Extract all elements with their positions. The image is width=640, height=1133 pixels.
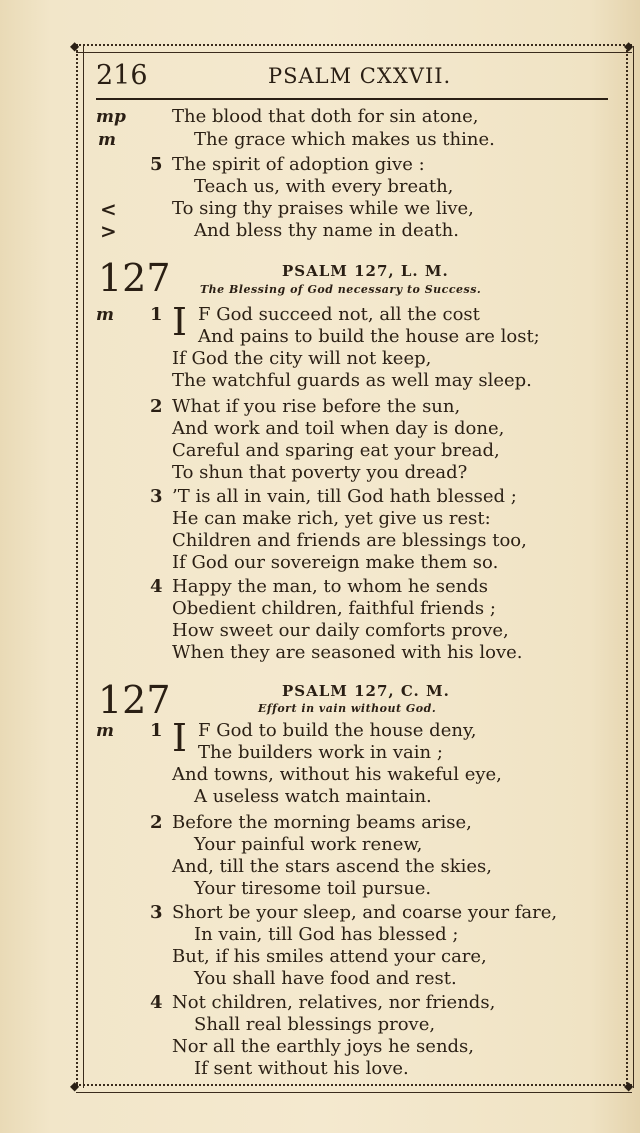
right-border-rule [626, 46, 634, 1088]
hymn-subtitle: Effort in vain without God. [258, 702, 437, 715]
bottom-border-rule [76, 1084, 632, 1093]
hymn-line: The watchful guards as well may sleep. [172, 370, 532, 391]
dynamic-marking: m [98, 130, 116, 150]
hymn-line: Teach us, with every breath, [194, 176, 454, 197]
hymn-line: Not children, relatives, nor friends, [172, 992, 496, 1013]
hymn-line: F God succeed not, all the cost [198, 304, 480, 325]
hymn-line: And bless thy name in death. [194, 220, 459, 241]
verse-number: 1 [150, 304, 163, 325]
hymn-line: He can make rich, yet give us rest: [172, 508, 491, 529]
crescendo-icon: < [100, 197, 117, 221]
hymn-title: PSALM 127, C. M. [282, 682, 450, 700]
hymn-line: And work and toil when day is done, [172, 418, 505, 439]
left-border-rule [76, 46, 84, 1088]
hymn-line: Careful and sparing eat your bread, [172, 440, 500, 461]
decrescendo-icon: > [100, 219, 117, 243]
corner-ornament-icon: ◆ [70, 39, 80, 53]
verse-number: 1 [150, 720, 163, 741]
hymn-line: The spirit of adoption give : [172, 154, 425, 175]
hymn-line: But, if his smiles attend your care, [172, 946, 487, 967]
header-divider [96, 98, 608, 100]
hymn-number: 127 [98, 256, 171, 300]
verse-number: 2 [150, 812, 163, 833]
hymn-line: The grace which makes us thine. [194, 129, 495, 150]
dynamic-marking: mp [96, 107, 126, 127]
hymn-line: And pains to build the house are lost; [198, 326, 540, 347]
hymn-title: PSALM 127, L. M. [282, 262, 449, 280]
hymn-line: The builders work in vain ; [198, 742, 443, 763]
hymn-line: Before the morning beams arise, [172, 812, 472, 833]
page-header [96, 60, 608, 96]
corner-ornament-icon: ◆ [624, 1079, 634, 1093]
hymn-line: F God to build the house deny, [198, 720, 477, 741]
hymn-line: ’T is all in vain, till God hath blessed ; [172, 486, 517, 507]
hymn-line: When they are seasoned with his love. [172, 642, 523, 663]
page-number: 216 [96, 60, 148, 91]
hymn-line: How sweet our daily comforts prove, [172, 620, 509, 641]
verse-number: 2 [150, 396, 163, 417]
hymn-line: In vain, till God has blessed ; [194, 924, 459, 945]
hymn-line: If sent without his love. [194, 1058, 409, 1079]
hymn-line: Obedient children, faithful friends ; [172, 598, 496, 619]
verse-number: 5 [150, 154, 163, 175]
corner-ornament-icon: ◆ [70, 1079, 80, 1093]
verse-number: 3 [150, 486, 163, 507]
drop-cap: I [172, 300, 188, 344]
verse-number: 4 [150, 576, 163, 597]
hymn-line: A useless watch maintain. [194, 786, 432, 807]
hymn-line: If God the city will not keep, [172, 348, 432, 369]
hymn-line: Short be your sleep, and coarse your fare, [172, 902, 558, 923]
dynamic-marking: m [96, 721, 114, 741]
hymn-line: Nor all the earthly joys he sends, [172, 1036, 475, 1057]
hymn-number: 127 [98, 678, 171, 722]
hymn-line: Children and friends are blessings too, [172, 530, 527, 551]
hymn-subtitle: The Blessing of God necessary to Success. [200, 283, 482, 296]
drop-cap: I [172, 716, 188, 760]
top-border-rule [76, 44, 632, 53]
verse-number: 4 [150, 992, 163, 1013]
hymn-line: If God our sovereign make them so. [172, 552, 499, 573]
hymn-line: You shall have food and rest. [194, 968, 457, 989]
hymn-line: Your painful work renew, [194, 834, 423, 855]
hymn-line: Your tiresome toil pursue. [194, 878, 432, 899]
verse-number: 3 [150, 902, 163, 923]
corner-ornament-icon: ◆ [624, 39, 634, 53]
hymn-line: What if you rise before the sun, [172, 396, 461, 417]
hymn-line: And towns, without his wakeful eye, [172, 764, 502, 785]
hymn-line: To shun that poverty you dread? [172, 462, 468, 483]
hymn-line: Happy the man, to whom he sends [172, 576, 489, 597]
dynamic-marking: m [96, 305, 114, 325]
hymn-line: And, till the stars ascend the skies, [172, 856, 493, 877]
hymn-line: The blood that doth for sin atone, [172, 106, 479, 127]
running-title: PSALM CXXVII. [268, 64, 452, 88]
hymn-line: To sing thy praises while we live, [172, 198, 474, 219]
hymn-line: Shall real blessings prove, [194, 1014, 436, 1035]
